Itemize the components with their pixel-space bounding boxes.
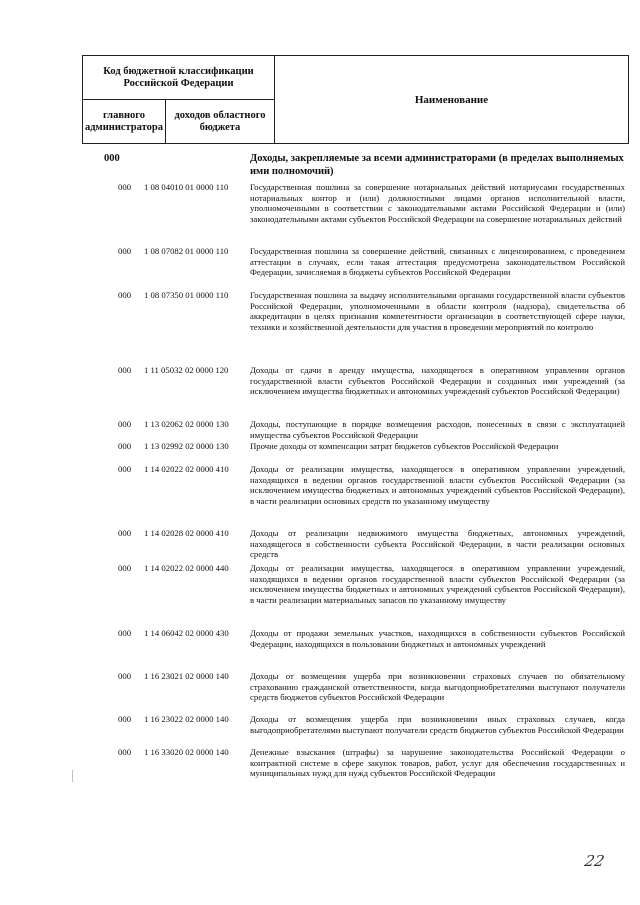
admin-column-header: главного администратора	[83, 100, 166, 144]
admin-code: 000	[118, 365, 132, 375]
income-name: Доходы от сдачи в аренду имущества, находящегося в оперативном управлении органов государственной власти субъектов Российской Федерации и созданных ими учреждений (за исключением имущества бюджетных и автономных учреждений субъектов Российской Федерации)	[250, 365, 625, 397]
table-body	[82, 152, 629, 791]
table-header	[82, 55, 629, 144]
scan-mark	[72, 770, 73, 782]
admin-code: 000	[118, 747, 132, 757]
admin-code: 000	[118, 182, 132, 192]
table-row	[82, 464, 629, 528]
table-row	[82, 671, 629, 714]
admin-code: 000	[118, 464, 132, 474]
income-code: 1 16 23021 02 0000 140	[144, 671, 229, 681]
admin-code: 000	[118, 528, 132, 538]
income-name: Доходы от реализации имущества, находящегося в оперативном управлении учреждений, находящихся в ведении органов государственной власти субъектов Российской Федерации (за исключением имущества бюджетных и автономных учреждений субъектов Российской Федерации), в части реализации материальных запасов по указанному имуществу	[250, 563, 625, 605]
income-name: Доходы от реализации недвижимого имущества бюджетных, автономных учреждений, находящегося в собственности субъекта Российской Федерации, в части реализации основных средств	[250, 528, 625, 560]
admin-code: 000	[118, 419, 132, 429]
admin-code: 000	[118, 628, 132, 638]
income-name: Доходы от реализации имущества, находящегося в оперативном управлении учреждений, находящихся в ведении органов государственной власти субъектов Российской Федерации (за исключением имущества бюджетных и автономных учреждений субъектов Российской Федерации), в части реализации основных средств по указанному имуществу	[250, 464, 625, 506]
income-name: Государственная пошлина за совершение действий, связанных с лицензированием, с проведением аттестации в случаях, если такая аттестация предусмотрена законодательством Российской Федерации, зачисляемая в бюджеты субъектов Российской Федерации	[250, 246, 625, 278]
table-row	[82, 290, 629, 365]
income-name: Денежные взыскания (штрафы) за нарушение законодательства Российской Федерации о контрактной системе в сфере закупок товаров, работ, услуг для обеспечения государственных и муниципальных нужд для нужд субъектов Российской Федерации	[250, 747, 625, 779]
income-code: 1 16 23022 02 0000 140	[144, 714, 229, 724]
table-row	[82, 365, 629, 419]
section-code: 000	[104, 153, 120, 164]
income-name: Доходы от возмещения ущерба при возникновении иных страховых случаев, когда выгодоприобретателями выступают получатели средств бюджетов субъектов Российской Федерации	[250, 714, 625, 735]
income-name: Доходы от возмещения ущерба при возникновении страховых случаев по обязательному страхованию гражданской ответственности, когда выгодоприобретателями выступают получатели средств бюджетов субъектов Российской Федерации	[250, 671, 625, 703]
handwritten-page-number: 22	[583, 852, 607, 870]
income-code: 1 13 02062 02 0000 130	[144, 419, 229, 429]
income-name: Прочие доходы от компенсации затрат бюджетов субъектов Российской Федерации	[250, 441, 559, 451]
income-code: 1 08 07350 01 0000 110	[144, 290, 229, 300]
admin-code: 000	[118, 563, 132, 573]
table-row	[82, 441, 629, 464]
income-code: 1 08 04010 01 0000 110	[144, 182, 229, 192]
admin-code: 000	[118, 290, 132, 300]
table-row	[82, 246, 629, 290]
income-name: Государственная пошлина за совершение нотариальных действий нотариусами государственных нотариальных контор и (или) должностными лицами органов исполнительной власти, уполномоченными в соответствии с законодательными актами Российской Федерации и (или) законодательными актами субъектов Российской Федерации на совершение нотариальных действий	[250, 182, 625, 224]
income-code: 1 13 02992 02 0000 130	[144, 441, 229, 451]
admin-code: 000	[118, 246, 132, 256]
income-code: 1 16 33020 02 0000 140	[144, 747, 229, 757]
income-code: 1 08 07082 01 0000 110	[144, 246, 229, 256]
admin-code: 000	[118, 671, 132, 681]
income-code: 1 14 02022 02 0000 440	[144, 563, 229, 573]
income-name: Доходы от продажи земельных участков, находящихся в собственности субъектов Российской Федерации, находящихся в пользовании бюджетных и автономных учреждений	[250, 628, 625, 649]
table-row	[82, 419, 629, 441]
admin-code: 000	[118, 441, 132, 451]
income-code: 1 14 02022 02 0000 410	[144, 464, 229, 474]
income-column-header: доходов областного бюджета	[165, 100, 274, 144]
table-row	[82, 714, 629, 747]
table-row	[82, 563, 629, 628]
income-name: Государственная пошлина за выдачу исполнительными органами государственной власти субъектов Российской Федерации, уполномоченными в области контроля (надзора), свидетельства об аккредитации в целях признания компетентности организации в соответствующей сфере науки, техники и хозяйственной деятельности для участия в проведении мероприятий по контролю	[250, 290, 625, 332]
income-code: 1 14 02028 02 0000 410	[144, 528, 229, 538]
table-row	[82, 182, 629, 246]
name-column-header: Наименование	[274, 56, 628, 144]
table-row	[82, 747, 629, 791]
section-heading	[82, 152, 629, 182]
section-title: Доходы, закрепляемые за всеми администраторами (в пределах выполняемых ими полномочий)	[250, 153, 624, 177]
income-code: 1 11 05032 02 0000 120	[144, 365, 229, 375]
income-code: 1 14 06042 02 0000 430	[144, 628, 229, 638]
income-name: Доходы, поступающие в порядке возмещения расходов, понесенных в связи с эксплуатацией имущества субъектов Российской Федерации	[250, 419, 625, 440]
table-row	[82, 628, 629, 671]
table-row	[82, 528, 629, 563]
admin-code: 000	[118, 714, 132, 724]
budget-code-group-header: Код бюджетной классификации Российской Федерации	[83, 56, 275, 100]
